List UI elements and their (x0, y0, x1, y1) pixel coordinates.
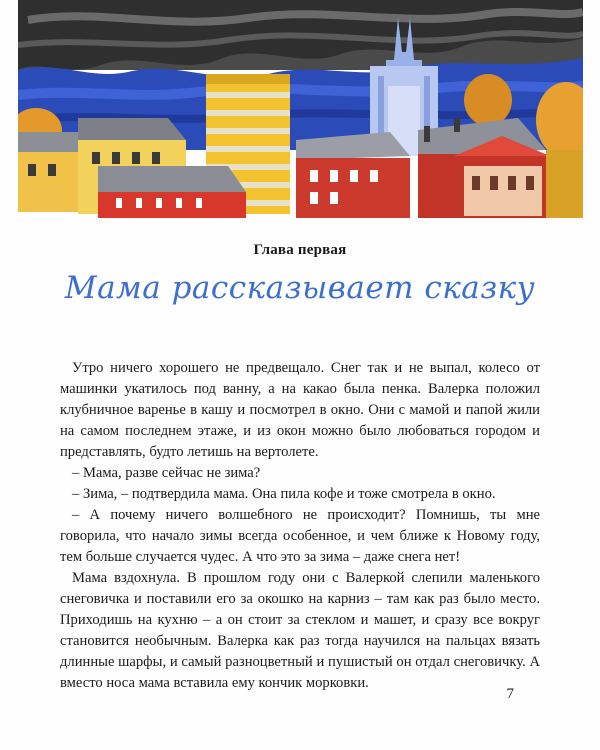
story-text (60, 358, 540, 694)
city-rooftops-illustration (18, 0, 583, 218)
paragraph: Мама вздохнула. В прошлом году они с Валеркой слепили маленького снеговичка и поставили его за окошко на карниз – там как раз было место. Приходишь на кухню – а он стоит за стеклом и машет, и сразу все вокруг становится необычным. Валерка как раз тогда научился на пальцах вязать длинные шарфы, и самый разноцветный и пушистый он отдал снеговичку. А вместо носа мама вставила ему кончик морковки. (60, 570, 540, 691)
chapter-label: Глава первая (253, 242, 347, 258)
paragraph: Утро ничего хорошего не предвещало. Снег так и не выпал, колесо от машинки укатилось под ванну, а на какао была пенка. Валерка положил клубничное варенье в кашу и посмотрел в окно. Они с мамой и папой жили на самом последнем этаже, и из окон можно было любоваться городом и представлять, будто летишь на вертолете. (60, 360, 540, 460)
paragraph: – Мама, разве сейчас не зима? (72, 465, 261, 481)
paragraph: – А почему ничего волшебного не происходит? Помнишь, ты мне говорила, что начало зимы всегда особенное, и чем ближе к Новому году, тем больше случается чудес. А что это за зима – даже снега нет! (60, 507, 540, 565)
paragraph: – Зима, – подтвердила мама. Она пила кофе и тоже смотрела в окно. (72, 486, 496, 502)
chapter-title: Мама рассказывает сказку (64, 270, 536, 306)
page-number: 7 (506, 686, 514, 702)
